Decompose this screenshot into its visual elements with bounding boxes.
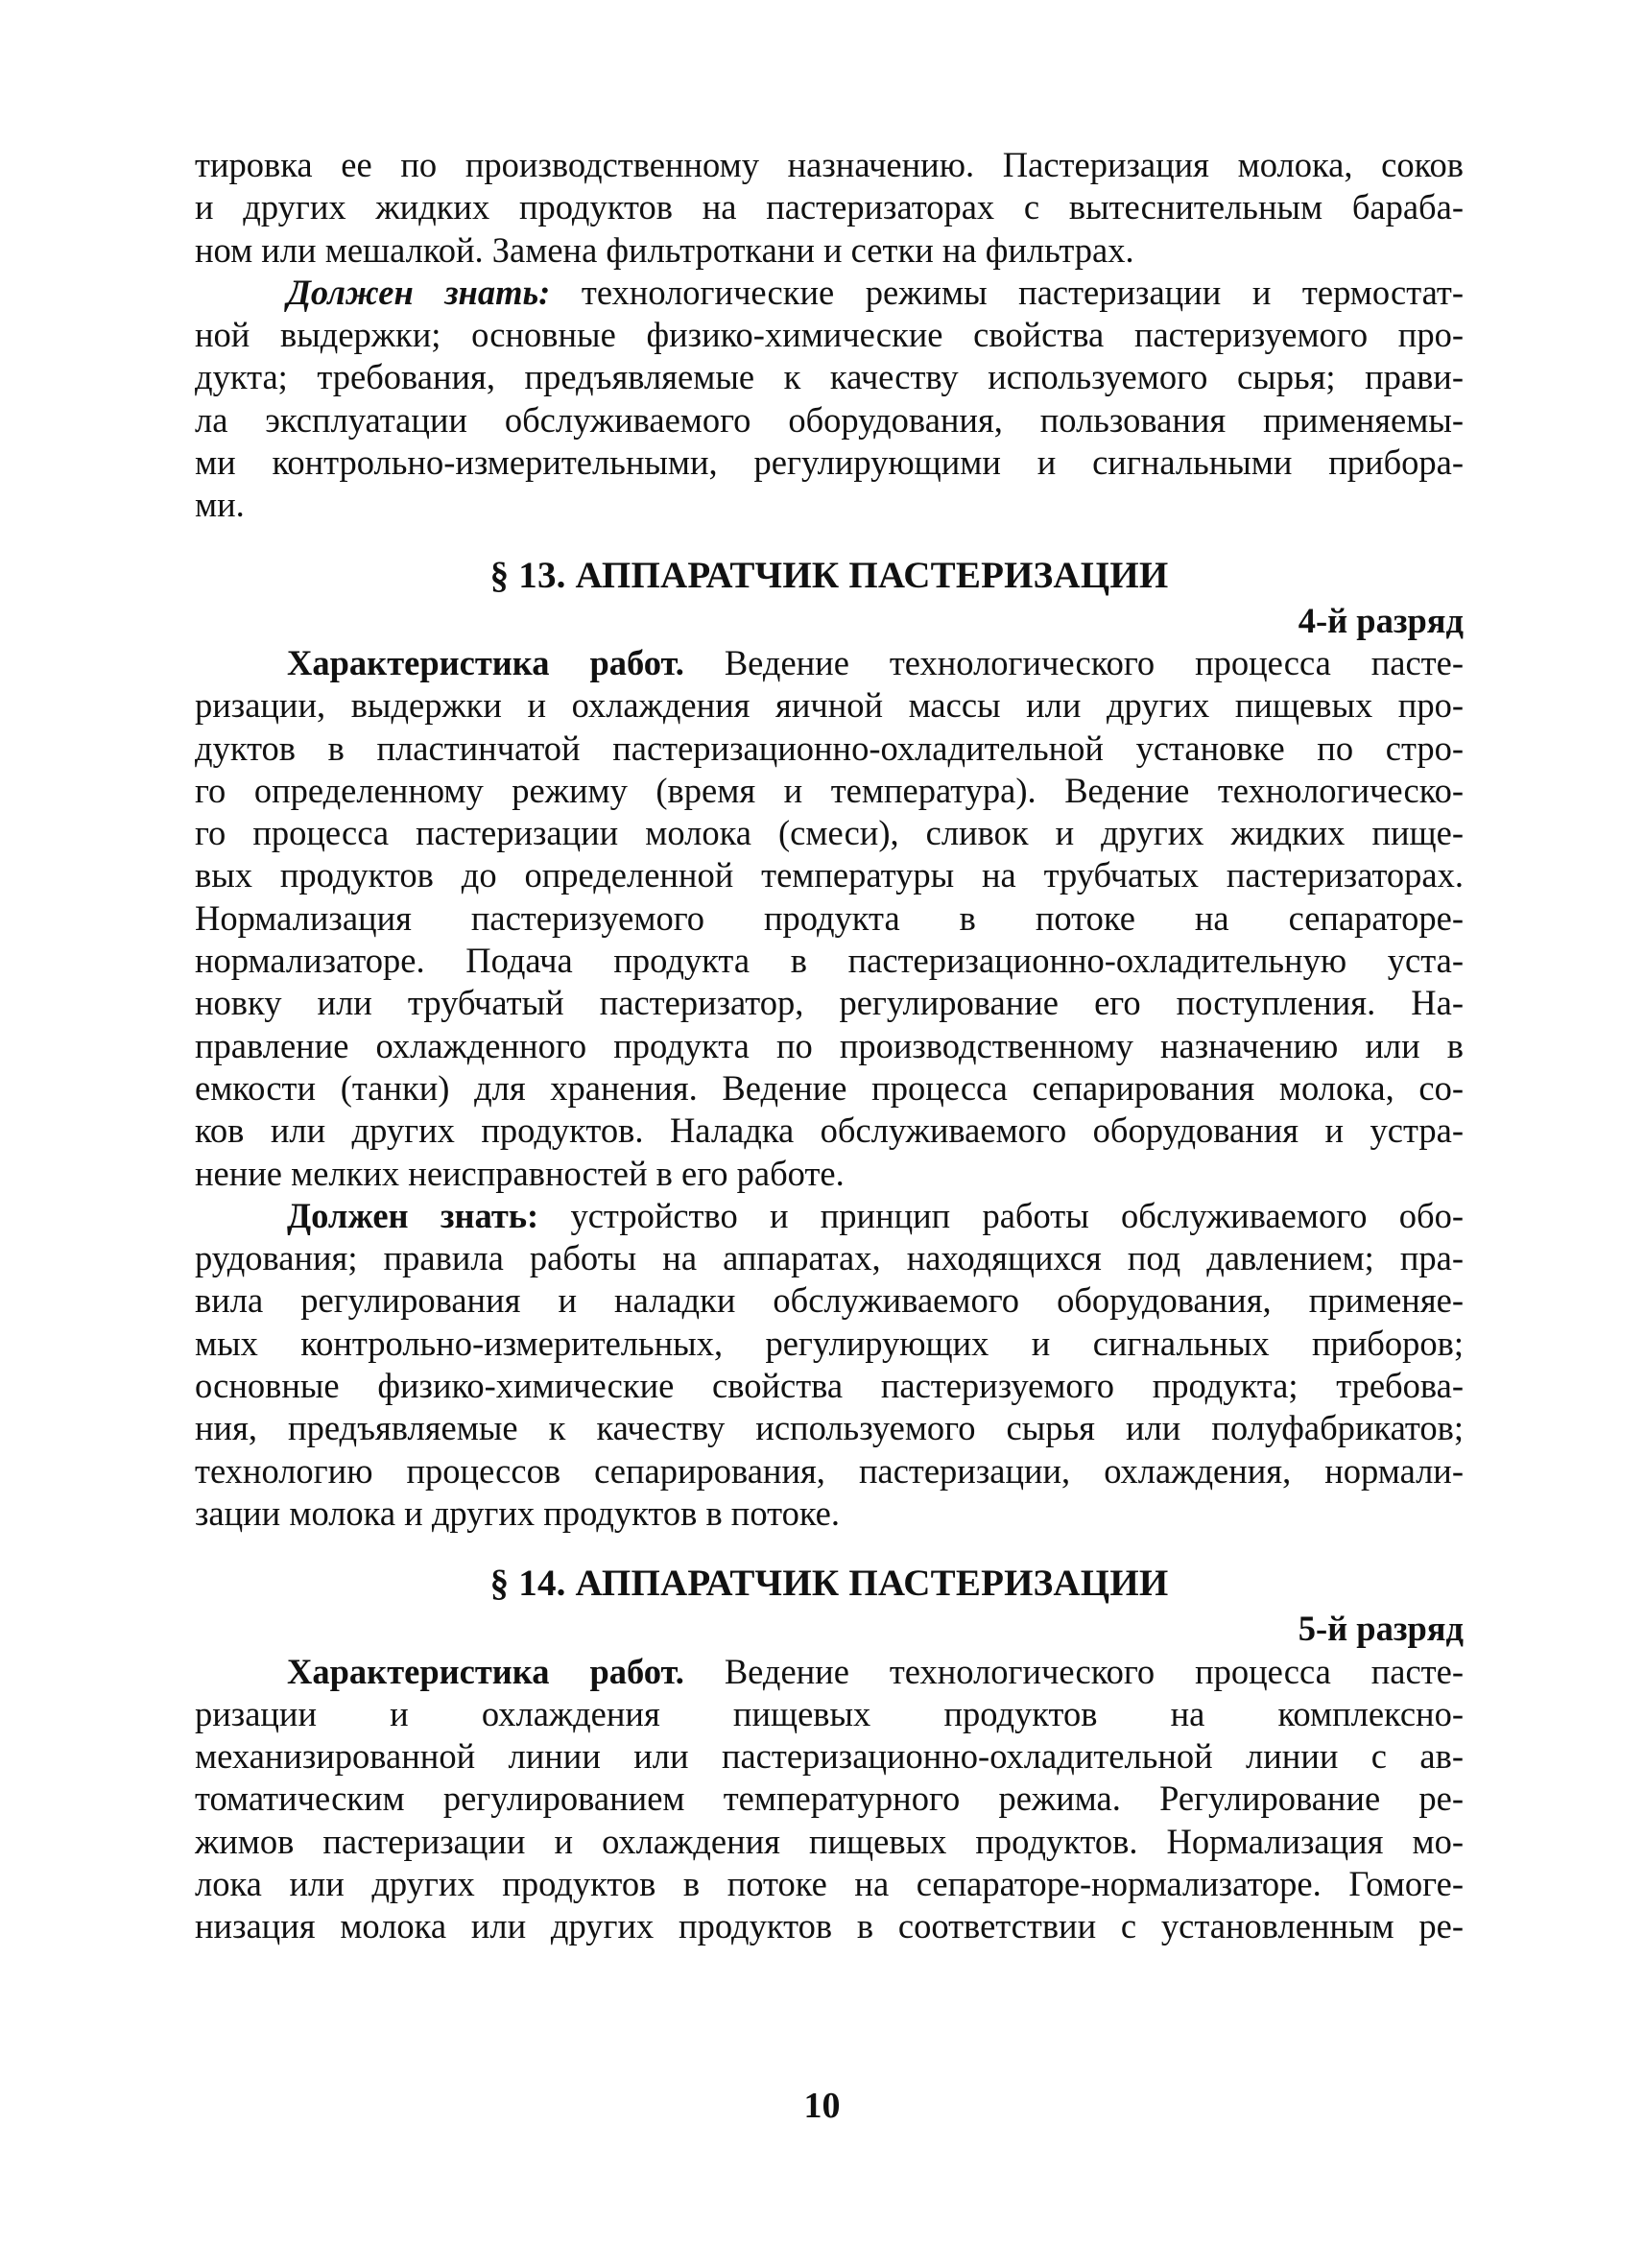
text-line: ризации, выдержки и охлаждения яичной массы или других пищевых про- — [195, 685, 1464, 726]
paragraph-label: Характеристика работ. — [287, 1651, 684, 1691]
text-line: томатическим регулированием температурного режима. Регулирование ре- — [195, 1779, 1464, 1819]
text-line: ния, предъявляемые к качеству используемого сырья или полуфабрикатов; — [195, 1408, 1464, 1448]
text-line: новку или трубчатый пастеризатор, регулирование его поступления. На- — [195, 983, 1464, 1023]
text-line: го определенному режиму (время и температура). Ведение технологическо- — [195, 770, 1464, 810]
text-line: тировка ее по производственному назначению. Пастеризация молока, соков — [195, 145, 1464, 184]
text-line: дуктов в пластинчатой пастеризационно-охладительной установке по стро- — [195, 728, 1464, 768]
text-line: лока или других продуктов в потоке на сепараторе-нормализаторе. Гомоге- — [195, 1863, 1464, 1903]
text-line — [195, 272, 1464, 314]
characteristics-paragraph — [195, 642, 1464, 1195]
text-line: механизированной линии или пастеризационно-охладительной линии с ав- — [195, 1736, 1464, 1777]
text-line: жимов пастеризации и охлаждения пищевых продуктов. Нормализация мо- — [195, 1821, 1464, 1861]
paragraph-text: Ведение технологического процесса пасте- — [724, 642, 1464, 682]
text-line: емкости (танки) для хранения. Ведение процесса сепарирования молока, со- — [195, 1067, 1464, 1108]
paragraph-label: Должен знать: — [287, 1195, 539, 1235]
text-line: Нормализация пастеризуемого продукта в потоке на сепараторе- — [195, 897, 1464, 938]
text-line — [195, 1195, 1464, 1237]
continuation-paragraph — [195, 144, 1464, 272]
page-number: 10 — [803, 2086, 841, 2126]
text-line: ном или мешалкой. Замена фильтроткани и сетки на фильтрах. — [195, 229, 1134, 270]
paragraph-label: Должен знать: — [287, 272, 551, 312]
text-line: зации молока и других продуктов в потоке. — [195, 1492, 840, 1533]
text-line: и других жидких продуктов на пастеризаторах с вытеснительным бараба- — [195, 187, 1464, 227]
section-14 — [195, 1562, 1464, 1947]
knowledge-paragraph — [195, 1195, 1464, 1535]
text-line: нормализаторе. Подача продукта в пастеризационно-охладительную уста- — [195, 941, 1464, 981]
text-line: ризации и охлаждения пищевых продуктов на комплексно- — [195, 1693, 1464, 1733]
paragraph-text: технологические режимы пастеризации и термостат- — [581, 272, 1464, 312]
characteristics-paragraph — [195, 1651, 1464, 1948]
text-line: низация молока или других продуктов в соответствии с установленным ре- — [195, 1906, 1464, 1946]
text-line: рудования; правила работы на аппаратах, находящихся под давлением; пра- — [195, 1238, 1464, 1278]
text-line — [195, 642, 1464, 684]
text-line: нение мелких неисправностей в его работе. — [195, 1153, 845, 1193]
grade-label: 5-й разряд — [1298, 1609, 1464, 1649]
text-line: правление охлажденного продукта по производственному назначению или в — [195, 1025, 1464, 1065]
section-title: § 13. АППАРАТЧИК ПАСТЕРИЗАЦИИ — [489, 554, 1169, 596]
paragraph-label: Характеристика работ. — [287, 642, 684, 682]
text-line: дукта; требования, предъявляемые к качеству используемого сырья; прави- — [195, 357, 1464, 397]
text-line: ла эксплуатации обслуживаемого оборудования, пользования применяемы- — [195, 399, 1464, 440]
document-page — [195, 144, 1464, 1948]
section-title: § 14. АППАРАТЧИК ПАСТЕРИЗАЦИИ — [489, 1563, 1169, 1605]
paragraph-text: Ведение технологического процесса пасте- — [724, 1651, 1464, 1691]
section-13 — [195, 554, 1464, 1536]
text-line — [195, 1651, 1464, 1693]
paragraph-text: устройство и принцип работы обслуживаемого обо- — [570, 1195, 1465, 1235]
text-line: ми. — [195, 485, 245, 525]
text-line: вила регулирования и наладки обслуживаемого оборудования, применяе- — [195, 1280, 1464, 1321]
text-line: основные физико-химические свойства пастеризуемого продукта; требова- — [195, 1366, 1464, 1406]
text-line: ной выдержки; основные физико-химические свойства пастеризуемого про- — [195, 315, 1464, 355]
text-line: ми контрольно-измерительными, регулирующими и сигнальными прибора- — [195, 442, 1464, 483]
knowledge-paragraph — [195, 272, 1464, 527]
text-line: вых продуктов до определенной температуры на трубчатых пастеризаторах. — [195, 855, 1464, 895]
grade-label: 4-й разряд — [1298, 600, 1464, 640]
text-line: ков или других продуктов. Наладка обслуживаемого оборудования и устра- — [195, 1110, 1464, 1151]
text-line: го процесса пастеризации молока (смеси), сливок и других жидких пище- — [195, 813, 1464, 853]
text-line: технологию процессов сепарирования, пастеризации, охлаждения, нормали- — [195, 1450, 1464, 1491]
text-line: мых контрольно-измерительных, регулирующих и сигнальных приборов; — [195, 1323, 1464, 1363]
